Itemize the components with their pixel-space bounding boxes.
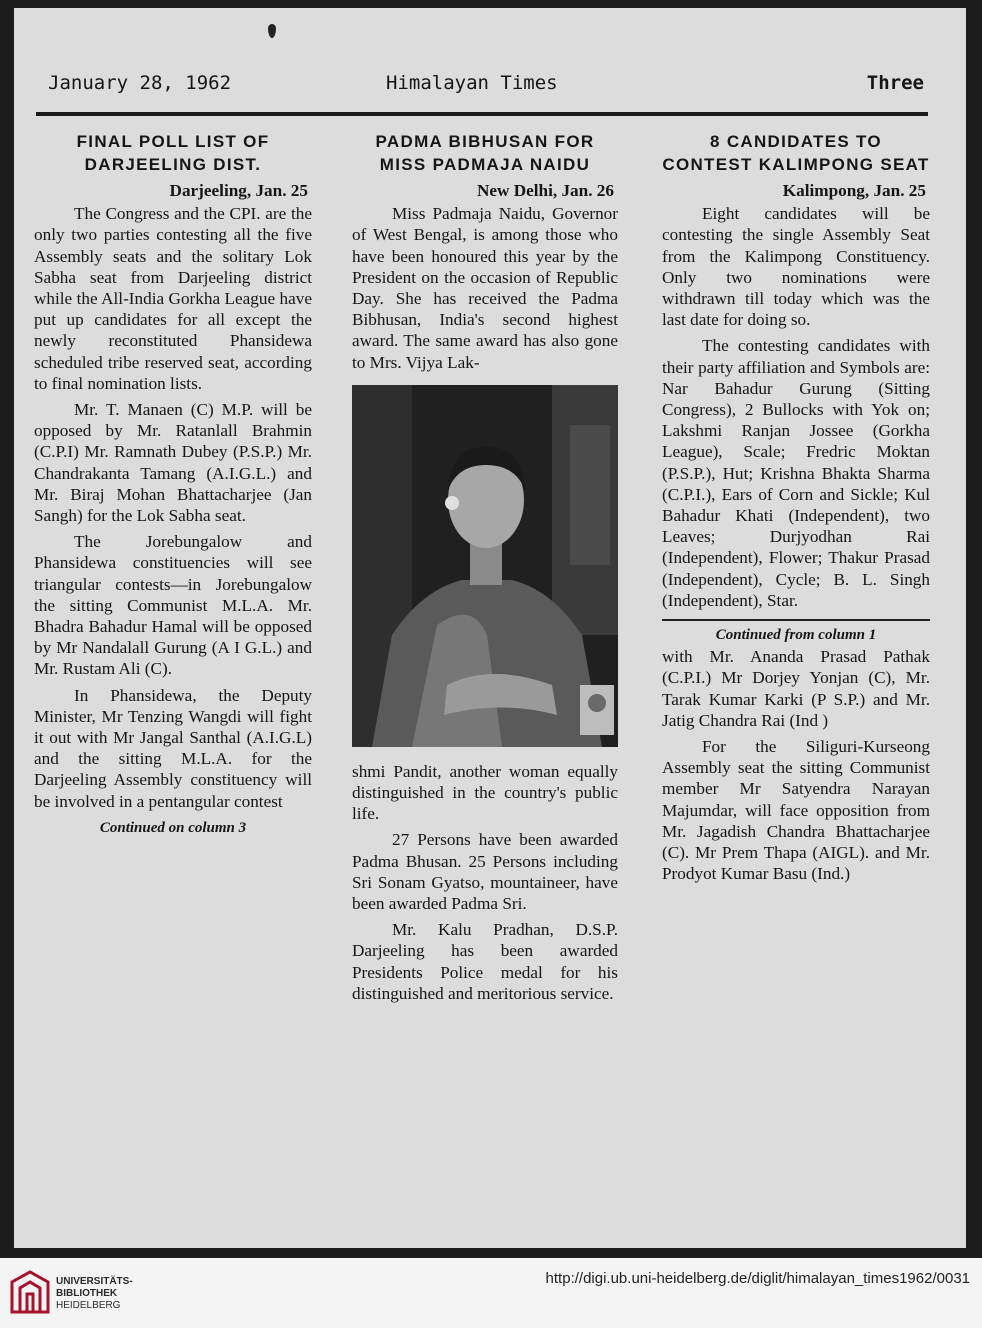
dateline-darjeeling: Darjeeling, Jan. 25 [169, 181, 308, 200]
article-paragraph: Miss Padmaja Naidu, Governor of West Bengal, is among those who have been honoured this year by the President on the occasion of Republic Day. She has received the Padma Bibhusan, India's second highest award. The same award has also gone to Mrs. Vijya Lak- [352, 204, 618, 372]
dateline-new-delhi: New Delhi, Jan. 26 [476, 181, 614, 200]
library-logo-icon [8, 1268, 52, 1316]
masthead-date: January 28, 1962 [48, 72, 232, 94]
headline-padma-bibhusan: PADMA BIBHUSAN FOR MISS PADMAJA NAIDU [375, 132, 595, 174]
masthead-paper-name: Himalayan Times [386, 72, 558, 94]
library-name-line: HEIDELBERG [56, 1300, 121, 1311]
article-paragraph: shmi Pandit, another woman equally distinguished in the country's public life. [352, 761, 618, 824]
continued-note: Continued on column 3 [99, 819, 247, 836]
dateline-kalimpong: Kalimpong, Jan. 25 [782, 181, 926, 200]
article-paragraph: For the Siliguri-Kurseong Assembly seat the sitting Communist member Mr Satyendra Narayan Majumdar, will face opposition from Mr. Jagadish Chandra Bhattacharjee (C). Mr Prem Thapa (AIGL). and Mr. Prodyot Kumar Basu (Ind.) [662, 737, 930, 884]
column-1 [34, 130, 312, 839]
newspaper-page [14, 8, 966, 1248]
headline-darjeeling: FINAL POLL LIST OF DARJEELING DIST. [76, 132, 270, 174]
library-name-line: UNIVERSITÄTS- [56, 1276, 133, 1287]
article-paragraph: In Phansidewa, the Deputy Minister, Mr Tenzing Wangdi will fight it out with Mr Jangal Santhal (A.I.G.L) and the sitting M.L.A. for the Darjeeling Assembly constituency will be involved in a pentangular contest [34, 685, 312, 811]
article-paragraph: The Jorebungalow and Phansidewa constituencies will see triangular contests—in Jorebungalow the sitting Communist M.L.A. Mr. Bhadra Bahadur Hamal will be opposed by Mr Nandalall Gurung (A I G.L.) and Mr. Rustam Ali (C). [34, 532, 312, 679]
article-paragraph: Mr. T. Manaen (C) M.P. will be opposed by Mr. Ratanlall Brahmin (C.P.I) Mr. Ramnath Dubey (P.S.P.) Mr. Chandrakanta Tamang (A.I.G.L.) and Mr. Biraj Mohan Bhattacharjee (Jan Sangh) for the Lok Sabha seat. [34, 400, 312, 526]
continued-from-note: Continued from column 1 [662, 619, 930, 646]
article-paragraph: The Congress and the CPI. are the only two parties contesting all the five Assembly seats and the solitary Lok Sabha seat from Darjeeling district while the All-India Gorkha League have put up candidates for all except the newly reconstituted Phansidewa scheduled tribe reserved seat, according to final nomination lists. [34, 204, 312, 393]
masthead-page-number: Three [866, 72, 924, 94]
article-paragraph: with Mr. Ananda Prasad Pathak (C.P.I.) Mr Dorjey Yonjan (C), Mr. Tarak Kumar Karki (P S.P.) and Mr. Jatig Chandra Rai (Ind ) [662, 647, 930, 730]
headline-kalimpong: 8 CANDIDATES TO CONTEST KALIMPONG SEAT [662, 132, 930, 174]
article-paragraph: The contesting candidates with their party affiliation and Symbols are: Nar Bahadur Gurung (Sitting Congress), 2 Bullocks with Yok on; Lakshmi Ranjan Jossee (Gorkha League), Scale; Fredric Moktan (P.S.P.), Hut; Krishna Bhakta Sharma (C.P.I.), Ears of Corn and Sickle; Kul Bahadur Khati (Independent), two Leaves; Durjyodhan Rai (Independent), Flower; Thakur Prasad (Independent), Cycle; B. L. Singh (Independent), Star. [662, 336, 930, 610]
column-3 [662, 130, 930, 885]
digitization-footer [0, 1258, 982, 1328]
portrait-photo [352, 385, 618, 747]
ink-mark [268, 24, 276, 38]
masthead-rule [36, 112, 928, 116]
source-url-link[interactable]: http://digi.ub.uni-heidelberg.de/diglit/himalayan_times1962/0031 [545, 1270, 970, 1287]
masthead [46, 72, 924, 98]
library-name [56, 1276, 133, 1312]
article-paragraph: Mr. Kalu Pradhan, D.S.P. Darjeeling has been awarded Presidents Police medal for his distinguished and meritorious service. [352, 920, 618, 1003]
library-name-line: BIBLIOTHEK [56, 1288, 118, 1299]
article-paragraph: Eight candidates will be contesting the single Assembly Seat from the Kalimpong Constituency. Only two nominations were withdrawn till today which was the last date for doing so. [662, 204, 930, 330]
column-2 [352, 130, 618, 1004]
article-paragraph: 27 Persons have been awarded Padma Bhusan. 25 Persons including Sri Sonam Gyatso, mountaineer, have been awarded Padma Sri. [352, 830, 618, 914]
